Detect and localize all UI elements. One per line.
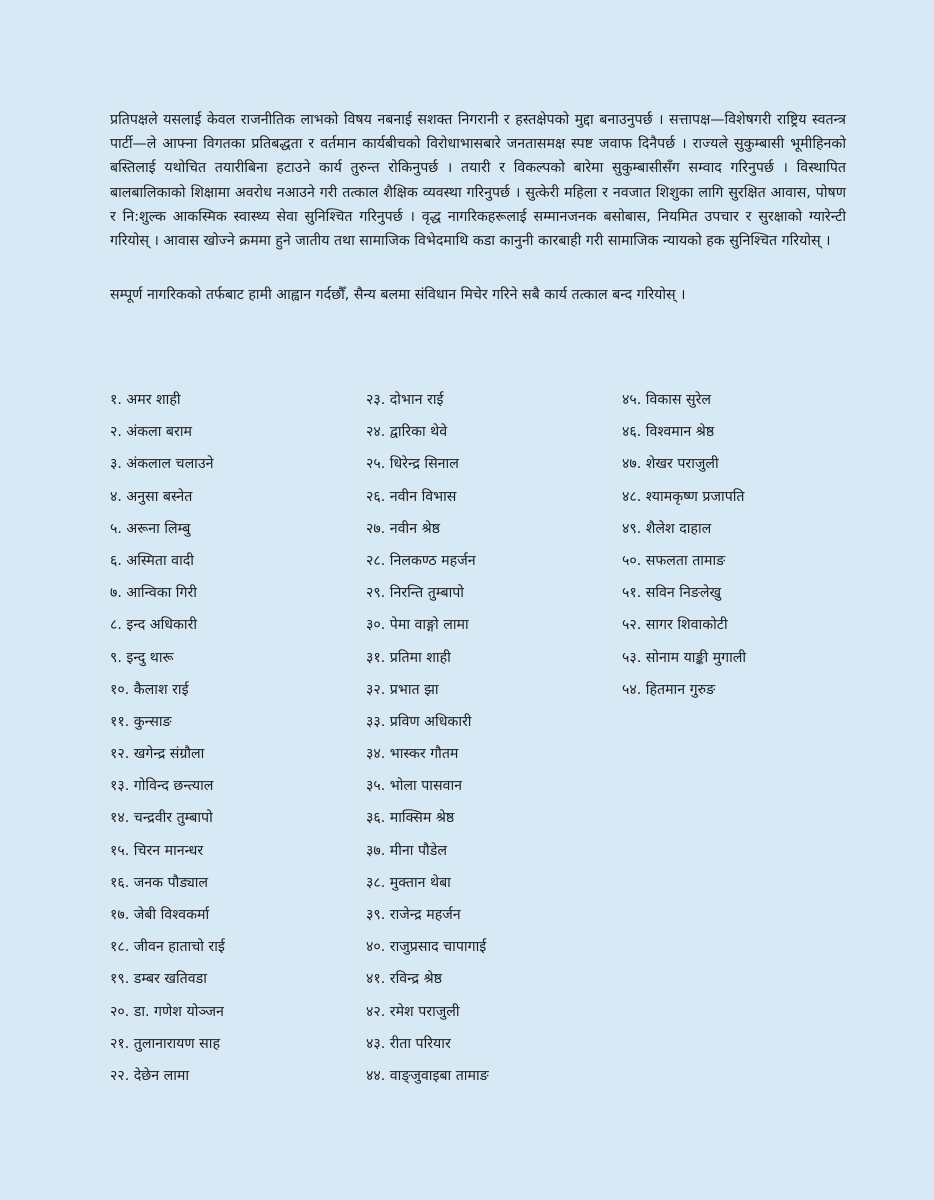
signatory-name: १६. जनक पौड्याल [110,874,209,891]
signatory-name: २१. तुलानारायण साह [110,1035,220,1052]
signatory-name: २२. देछेन लामा [110,1067,190,1084]
signatory-name: २. अंकला बराम [110,424,192,441]
signatory-name: ३९. राजेन्द्र महर्जन [366,907,461,923]
signatory-name: ९. इन्दु थारू [110,649,174,666]
signatory-name: ४. अनुसा बस्नेत [110,488,193,505]
signatory-name: ३३. प्रविण अधिकारी [366,713,472,730]
signatory-name: ५०. सफलता तामाङ [622,552,726,569]
signatory-name: ४२. रमेश पराजुली [366,1003,460,1020]
signatory-name: २६. नवीन विभास [366,488,457,505]
signatory-name: ३४. भास्कर गौतम [366,746,459,763]
signatory-name: ४८. श्यामकृष्ण प्रजापति [622,488,745,505]
signatory-name: ४७. शेखर पराजुली [622,456,719,473]
signatory-name: २५. धिरेन्द्र सिनाल [366,456,459,473]
signatory-name: २८. निलकण्ठ महर्जन [366,552,476,569]
statement-appeal: सम्पूर्ण नागरिकको तर्फबाट हामी आह्वान गर्दछौँ, सैन्य बलमा संविधान मिचेर गरिने सबै कार्य तत्काल बन्द गरियोस् । [110,287,686,304]
signatory-name: ४६. विश्वमान श्रेष्ठ [622,424,715,441]
signatory-name: ४१. रविन्द्र श्रेष्ठ [366,971,442,988]
signatory-name: ८. इन्द अधिकारी [110,617,198,634]
signatory-name: ७. आन्विका गिरी [110,585,197,602]
signatory-name: ३०. पेमा वाङ्गो लामा [366,617,469,634]
signatory-name: ३२. प्रभात झा [366,681,439,698]
signatory-name: ११. कुन्साङ [110,713,172,730]
signatory-name: ३१. प्रतिमा शाही [366,649,451,666]
signatory-name: ३. अंकलाल चलाउने [110,456,214,473]
signatory-name: १३. गोविन्द छन्त्याल [110,778,214,795]
signatory-name: ५. अरूना लिम्बु [110,520,191,537]
signatory-name: १४. चन्द्रवीर तुम्बापो [110,810,213,827]
signatory-name: ३६. माक्सिम श्रेष्ठ [366,810,455,827]
signatory-name: २९. निरन्ति तुम्बापो [366,585,464,602]
signatory-name: १९. डम्बर खतिवडा [110,971,207,988]
signatory-column-1 [110,386,225,1094]
signatory-name: ५१. सविन निङलेखु [622,585,722,602]
signatory-column-3 [622,386,746,708]
signatory-name: १८. जीवन हाताचो राई [110,939,225,956]
signatory-name: ३७. मीना पौडेल [366,842,447,859]
signatory-name: १७. जेबी विश्वकर्मा [110,907,210,923]
signatory-name: ४३. रीता परियार [366,1035,451,1052]
signatory-name: २०. डा. गणेश योञ्जन [110,1003,224,1020]
signatory-name: ४४. वाङ्जुवाइबा तामाङ [366,1067,489,1084]
signatory-column-2 [366,386,489,1094]
signatory-name: ३८. मुक्तान थेबा [366,874,451,891]
signatory-name: १५. चिरन मानन्धर [110,842,204,859]
signatory-name: ४०. राजुप्रसाद चापागाई [366,939,487,956]
signatory-name: १०. कैलाश राई [110,681,189,698]
statement-paragraph: प्रतिपक्षले यसलाई केवल राजनीतिक लाभको विषय नबनाई सशक्त निगरानी र हस्तक्षेपको मुद्दा बनाउनुपर्छ । सत्तापक्ष—विशेषगरी राष्ट्रिय स्वतन्त्र पार्टी—ले आफ्ना विगतका प्रतिबद्धता र वर्तमान कार्यबीचको विरोधाभासबारे जनतासमक्ष स्पष्ट जवाफ दिनैपर्छ । राज्यले सुकुम्बासी भूमीहिनको बस्तिलाई यथोचित तयारीबिना हटाउने कार्य तुरुन्त रोकिनुपर्छ । तयारी र विकल्पको बारेमा सुकुम्बासीसँग सम्वाद गरिनुपर्छ । विस्थापित बालबालिकाको शिक्षामा अवरोध नआउने गरी तत्काल शैक्षिक व्यवस्था गरिनुपर्छ । सुत्केरी महिला र नवजात शिशुका लागि सुरक्षित आवास, पोषण र नि:शुल्क आकस्मिक स्वास्थ्य सेवा सुनिश्चित गरिनुपर्छ । वृद्ध नागरिकहरूलाई सम्मानजनक बसोबास, नियमित उपचार र सुरक्षाको ग्यारेन्टी गरियोस् । आवास खोज्ने क्रममा हुने जातीय तथा सामाजिक विभेदमाथि कडा कानुनी कारबाही गरी सामाजिक न्यायको हक सुनिश्चित गरियोस् । [110,112,846,250]
signatory-name: ५४. हितमान गुरुङ [622,681,716,698]
signatory-name: २७. नवीन श्रेष्ठ [366,520,440,537]
signatory-name: ४९. शैलेश दाहाल [622,520,712,537]
signatory-name: २३. दोभान राई [366,392,444,408]
signatory-name: ४५. विकास सुरेल [622,392,712,408]
signatory-name: ६. अस्मिता वादी [110,552,194,569]
signatory-name: ३५. भोला पासवान [366,778,462,795]
signatory-name: १२. खगेन्द्र संग्रौला [110,746,205,763]
signatory-list [110,386,870,1106]
signatory-name: १. अमर शाही [110,392,181,408]
signatory-name: २४. द्वारिका थेवे [366,424,448,441]
signatory-name: ५२. सागर शिवाकोटी [622,617,728,634]
signatory-name: ५३. सोनाम याङ्की मुगाली [622,649,747,666]
